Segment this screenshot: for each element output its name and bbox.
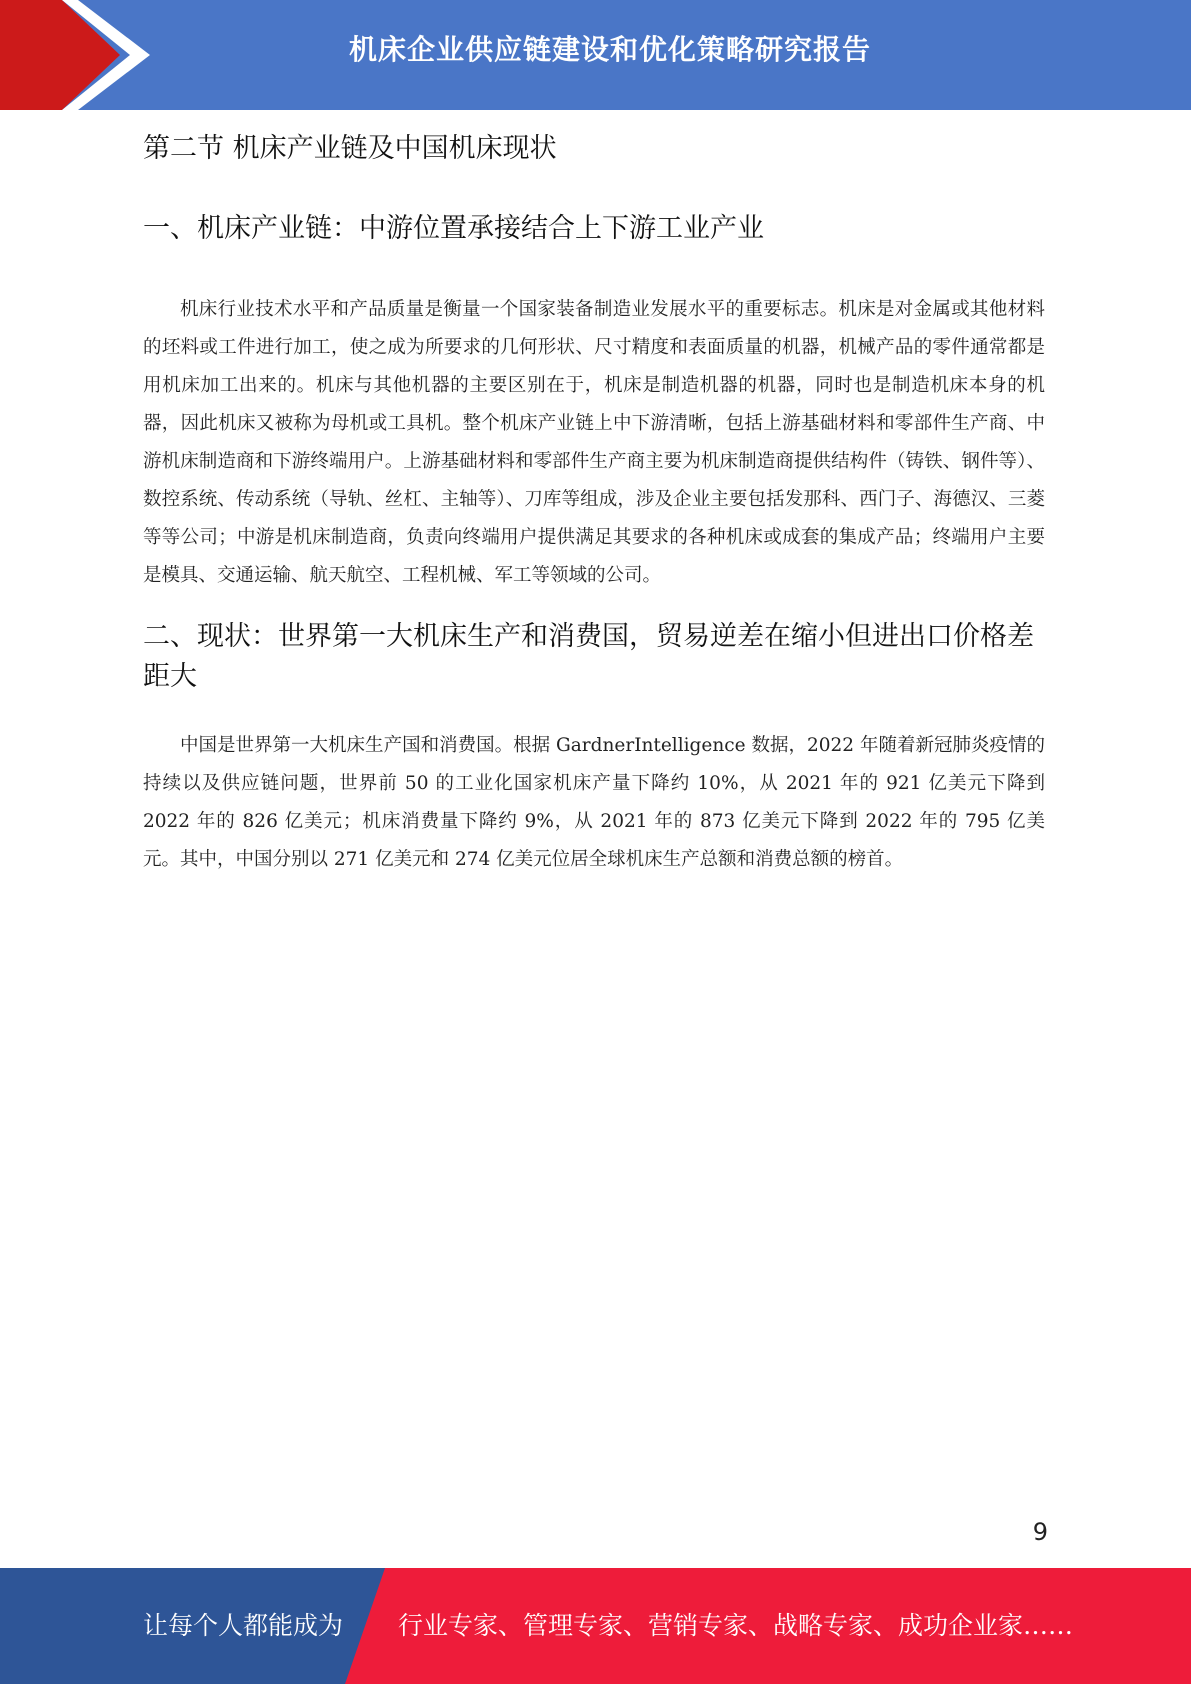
subsection-heading-current-status: 二、现状：世界第一大机床生产和消费国，贸易逆差在缩小但进出口价格差距大 (143, 621, 1034, 692)
page-number: 9 (1032, 1518, 1048, 1546)
footer-slogan-right: 行业专家、管理专家、营销专家、战略专家、成功企业家…… (398, 1611, 1074, 1640)
report-title: 机床企业供应链建设和优化策略研究报告 (348, 33, 871, 66)
document-body (143, 125, 1045, 879)
page-header (0, 0, 1191, 110)
section-title: 第二节 机床产业链及中国机床现状 (143, 133, 557, 164)
header-arrow-decoration (0, 0, 160, 110)
paragraph-current-status: 中国是世界第一大机床生产国和消费国。根据 GardnerIntelligence 数据，2022 年随着新冠肺炎疫情的持续以及供应链问题，世界前 50 的工业化国家机床产量下降约 10%，从 2021 年的 921 亿美元下降到 2022 年的 826 亿美元；机床消费量下降约 9%，从 2021 年的 873 亿美元下降到 2022 年的 795 亿美元。其中，中国分别以 271 亿美元和 274 亿美元位居全球机床生产总额和消费总额的榜首。 (143, 735, 1045, 870)
page-footer (0, 1568, 1191, 1684)
paragraph-industry-chain: 机床行业技术水平和产品质量是衡量一个国家装备制造业发展水平的重要标志。机床是对金属或其他材料的坯料或工件进行加工，使之成为所要求的几何形状、尺寸精度和表面质量的机器，机械产品的零件通常都是用机床加工出来的。机床与其他机器的主要区别在于，机床是制造机器的机器，同时也是制造机床本身的机器，因此机床又被称为母机或工具机。整个机床产业链上中下游清晰，包括上游基础材料和零部件生产商、中游机床制造商和下游终端用户。上游基础材料和零部件生产商主要为机床制造商提供结构件（铸铁、钢件等）、数控系统、传动系统（导轨、丝杠、主轴等）、刀库等组成，涉及企业主要包括发那科、西门子、海德汉、三菱等等公司；中游是机床制造商，负责向终端用户提供满足其要求的各种机床或成套的集成产品；终端用户主要是模具、交通运输、航天航空、工程机械、军工等领域的公司。 (143, 299, 1045, 586)
subsection-heading-industry-chain: 一、机床产业链：中游位置承接结合上下游工业产业 (143, 213, 764, 244)
footer-slogan-left: 让每个人都能成为 (143, 1611, 344, 1640)
